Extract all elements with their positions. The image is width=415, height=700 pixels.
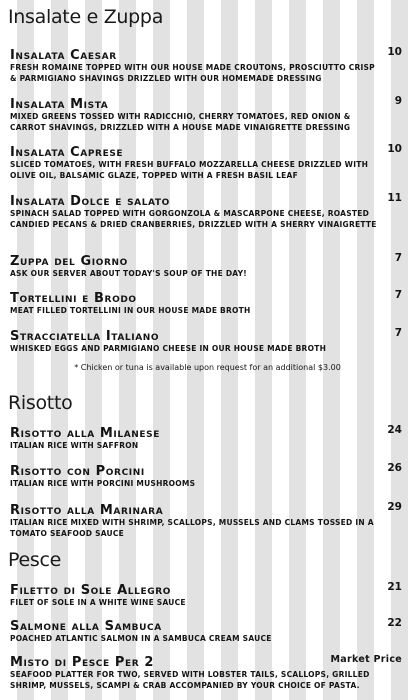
item-description: SPINACH SALAD TOPPED WITH GORGONZOLA & MASCARPONE CHEESE, ROASTED CANDIED PECANS & DRIED CRANBERRIES, DRIZZLED WITH A SHERRY VINAIGRETTE [10, 209, 377, 229]
item-price: 11 [387, 192, 402, 204]
menu-item-filetto-di-sole-allegro [10, 579, 402, 608]
item-name: Misto di Pesce Per 2 [10, 655, 155, 670]
item-name: Insalata Caesar [10, 48, 117, 63]
item-price: Market Price [330, 654, 402, 665]
item-name: Zuppa del Giorno [10, 254, 128, 269]
menu-item-insalata-caprese [10, 141, 402, 181]
item-description: MIXED GREENS TOSSED WITH RADICCHIO, CHERRY TOMATOES, RED ONION & CARROT SHAVINGS, DRIZZLED WITH A HOUSE MADE VINAIGRETTE DRESSING [10, 112, 351, 132]
item-price: 29 [387, 501, 402, 513]
item-description: FRESH ROMAINE TOPPED WITH OUR HOUSE MADE CROUTONS, PROSCIUTTO CRISP & PARMIGIANO SHAVINGS DRIZZLED WITH OUR HOMEMADE DRESSING [10, 63, 375, 83]
item-price: 7 [394, 327, 402, 339]
item-name: Risotto alla Marinara [10, 503, 164, 518]
footnote: * Chicken or tuna is available upon request for an additional $3.00 [74, 363, 341, 372]
item-price: 22 [387, 617, 402, 629]
menu-item-tortellini-e-brodo [10, 287, 402, 316]
section-title-insalate: Insalate e Zuppa [8, 6, 164, 28]
menu-item-insalata-dolce-e-salato [10, 190, 402, 230]
item-name: Filetto di Sole Allegro [10, 583, 171, 598]
menu-item-risotto-alla-milanese [10, 422, 402, 451]
item-description: SEAFOOD PLATTER FOR TWO, SERVED WITH LOBSTER TAILS, SCALLOPS, GRILLED SHRIMP, MUSSELS, SCAMPI & CRAB ACCOMPANIED BY YOUR CHOICE OF PASTA. [10, 670, 370, 690]
item-description: ASK OUR SERVER ABOUT TODAY'S SOUP OF THE DAY! [10, 269, 247, 278]
item-price: 24 [387, 424, 402, 436]
item-description: POACHED ATLANTIC SALMON IN A SAMBUCA CREAM SAUCE [10, 634, 272, 643]
menu-item-salmone-alla-sambuca [10, 615, 402, 644]
item-name: Insalata Dolce e salato [10, 194, 170, 209]
item-name: Risotto alla Milanese [10, 426, 160, 441]
item-description: MEAT FILLED TORTELLINI IN OUR HOUSE MADE BROTH [10, 306, 251, 315]
menu-item-misto-di-pesce-per-2 [10, 651, 402, 691]
item-name: Salmone alla Sambuca [10, 619, 162, 634]
item-price: 10 [387, 143, 402, 155]
item-name: Tortellini e Brodo [10, 291, 137, 306]
item-description: FILET OF SOLE IN A WHITE WINE SAUCE [10, 598, 186, 607]
menu-item-insalata-mista [10, 93, 402, 133]
menu-item-stracciatella-italiano [10, 325, 402, 354]
item-price: 7 [394, 289, 402, 301]
item-description: ITALIAN RICE WITH SAFFRON [10, 441, 139, 450]
item-price: 9 [394, 95, 402, 107]
section-title-risotto: Risotto [8, 392, 73, 414]
item-price: 21 [387, 581, 402, 593]
menu-item-risotto-alla-marinara [10, 499, 402, 539]
section-title-pesce: Pesce [8, 549, 62, 571]
menu-item-insalata-caesar [10, 44, 402, 84]
item-name: Risotto con Porcini [10, 464, 145, 479]
item-description: ITALIAN RICE MIXED WITH SHRIMP, SCALLOPS, MUSSELS AND CLAMS TOSSED IN A TOMATO SEAFOOD SAUCE [10, 518, 374, 538]
item-price: 7 [394, 252, 402, 264]
item-price: 26 [387, 462, 402, 474]
item-price: 10 [387, 46, 402, 58]
item-description: WHISKED EGGS AND PARMIGIANO CHEESE IN OUR HOUSE MADE BROTH [10, 344, 327, 353]
menu-item-zuppa-del-giorno [10, 250, 402, 279]
item-name: Stracciatella Italiano [10, 329, 160, 344]
item-description: SLICED TOMATOES, WITH FRESH BUFFALO MOZZARELLA CHEESE DRIZZLED WITH OLIVE OIL, BALSAMIC GLAZE, TOPPED WITH A FRESH BASIL LEAF [10, 160, 369, 180]
item-description: ITALIAN RICE WITH PORCINI MUSHROOMS [10, 479, 196, 488]
item-name: Insalata Mista [10, 97, 109, 112]
item-name: Insalata Caprese [10, 145, 124, 160]
menu-item-risotto-con-porcini [10, 460, 402, 489]
